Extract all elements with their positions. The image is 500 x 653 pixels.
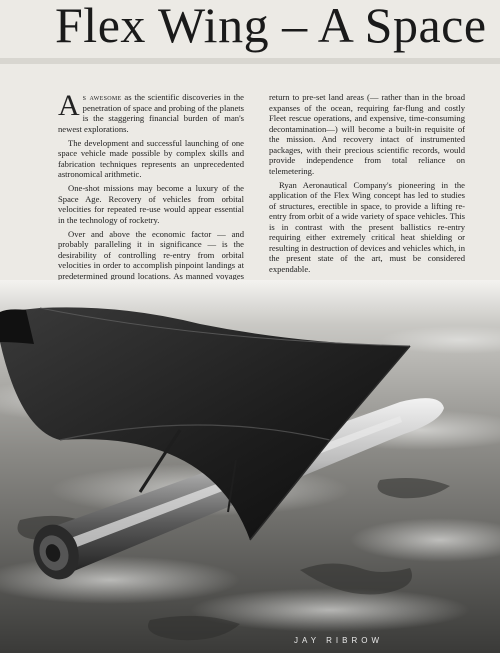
drop-cap: A bbox=[58, 89, 80, 122]
article-paragraph: return to pre-set land areas (— rather than in the broad expanses of the ocean, requiring far-flung and costly Fleet rescue operations, and expensive, time-consuming decontamination—) will become a built-in requisite of the mission. And recovery intact of instrumented packages, with their precious scientific records, would provide independence from total reliance on telemetering. bbox=[269, 92, 465, 176]
article-column-left bbox=[58, 89, 244, 295]
article-paragraph: One-shot missions may become a luxury of the Space Age. Recovery of vehicles from orbital velocities for repeated re-use would appear essential in the technology of rocketry. bbox=[58, 183, 244, 225]
page-title: Flex Wing – A Space bbox=[55, 0, 487, 53]
flex-wing-illustration bbox=[0, 280, 500, 653]
article-paragraph bbox=[58, 89, 244, 134]
title-rule bbox=[0, 58, 500, 64]
paragraph-text: as the scientific discoveries in the penetration of space and probing of the planets is the staggering financial burden of man's newest explorations. bbox=[58, 92, 244, 134]
article-paragraph: The development and successful launching of one space vehicle made possible by complex skills and fabrication techniques represents an unprecedented astronomical arithmetic. bbox=[58, 137, 244, 179]
article-paragraph: Ryan Aeronautical Company's pioneering in the application of the Flex Wing concept has led to studies of structures, erectible in space, to provide a lifting re-entry from orbit of a wide variety of space vehicles. This is in contrast with the present ballistics re-entry requiring either extremely critical heat shielding or resulting in destruction of devices and vehicles which, in the present state of the art, must be considered expendable. bbox=[269, 179, 465, 274]
lead-words: s awesome bbox=[82, 92, 122, 102]
article-paragraph: Over and above the economic factor — and probably paralleling it in significance — is the desirability of controlling re-entry from orbital velocities in order to accomplish pinpoint landings at predetermined ground locations. As manned voyages bbox=[58, 228, 244, 281]
artist-signature: JAY RIBROW bbox=[294, 636, 384, 645]
article-column-right bbox=[269, 92, 465, 278]
